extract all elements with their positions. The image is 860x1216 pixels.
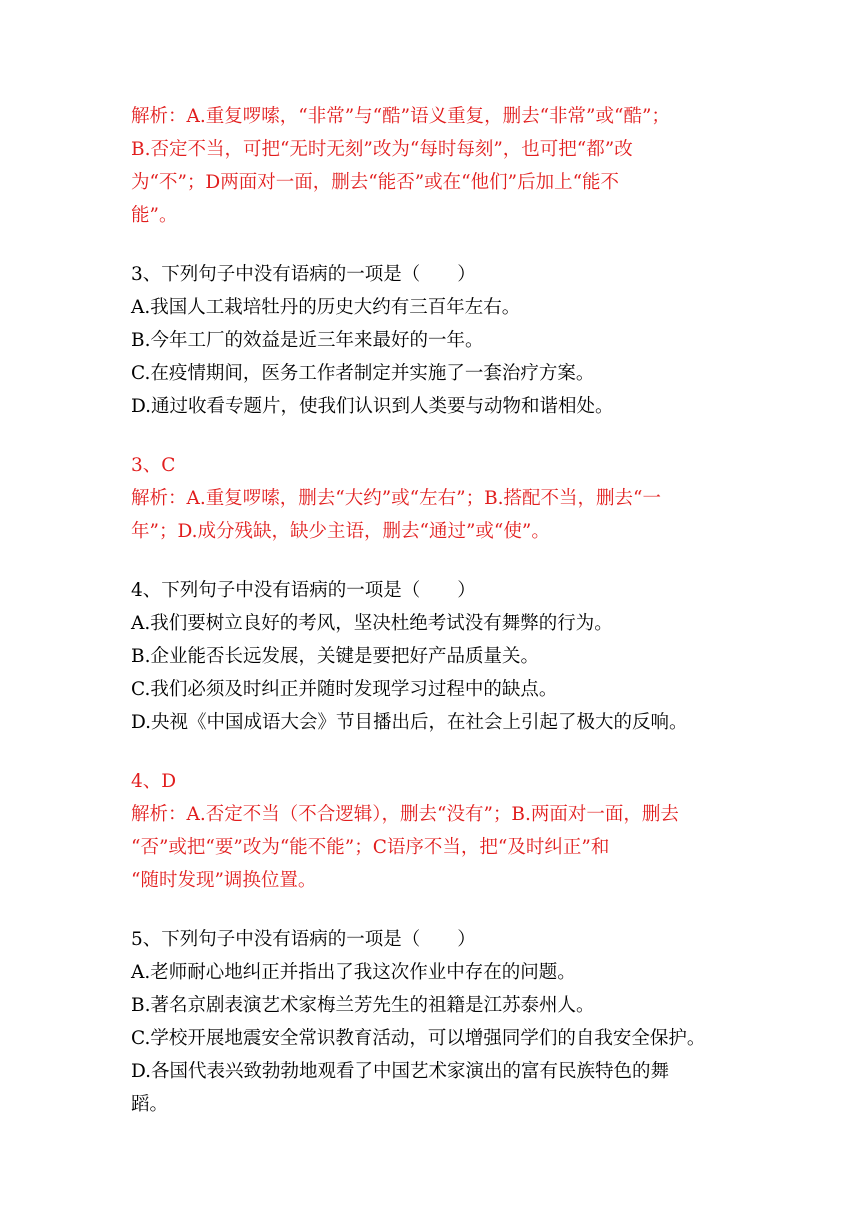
question-block-5	[131, 923, 731, 1121]
option-b: B.今年工厂的效益是近三年来最好的一年。	[131, 330, 484, 351]
option-d: D.各国代表兴致勃勃地观看了中国艺术家演出的富有民族特色的舞	[131, 1061, 670, 1082]
document-page	[131, 100, 731, 1121]
analysis-line: 解析：A.重复啰嗦，“非常”与“酷”语义重复，删去“非常”或“酷”；	[131, 106, 670, 127]
option-d: D.通过收看专题片，使我们认识到人类要与动物和谐相处。	[131, 396, 614, 417]
option-c: C.我们必须及时纠正并随时发现学习过程中的缺点。	[131, 679, 558, 700]
option-b: B.著名京剧表演艺术家梅兰芳先生的祖籍是江苏泰州人。	[131, 995, 595, 1016]
analysis-line: B.否定不当，可把“无时无刻”改为“每时每刻”，也可把“都”改	[131, 139, 633, 160]
answer-key: 3、C	[131, 455, 176, 476]
option-d: D.央视《中国成语大会》节目播出后，在社会上引起了极大的反响。	[131, 712, 688, 733]
answer-block-4	[131, 765, 731, 897]
option-a: A.老师耐心地纠正并指出了我这次作业中存在的问题。	[131, 962, 576, 983]
block-spacer	[131, 739, 731, 765]
answer-key: 4、D	[131, 771, 177, 792]
question-stem: 4、下列句子中没有语病的一项是（ ）	[131, 580, 476, 601]
option-c: C.学校开展地震安全常识教育活动，可以增强同学们的自我安全保护。	[131, 1028, 706, 1049]
block-spacer	[131, 232, 731, 258]
option-a: A.我国人工栽培牡丹的历史大约有三百年左右。	[131, 297, 521, 318]
question-block-3	[131, 258, 731, 423]
block-spacer	[131, 423, 731, 449]
option-b: B.企业能否长远发展，关键是要把好产品质量关。	[131, 646, 539, 667]
analysis-line: 为“不”；D两面对一面，删去“能否”或在“他们”后加上“能不	[131, 172, 620, 193]
block-spacer	[131, 548, 731, 574]
question-block-4	[131, 574, 731, 739]
analysis-line: 能”。	[131, 205, 178, 226]
analysis-line: “随时发现”调换位置。	[131, 870, 317, 891]
option-c: C.在疫情期间，医务工作者制定并实施了一套治疗方案。	[131, 363, 595, 384]
analysis-line: “否”或把“要”改为“能不能”；C语序不当，把“及时纠正”和	[131, 837, 610, 858]
option-a: A.我们要树立良好的考风，坚决杜绝考试没有舞弊的行为。	[131, 613, 613, 634]
analysis-block-q2	[131, 100, 731, 232]
question-stem: 5、下列句子中没有语病的一项是（ ）	[131, 929, 476, 950]
analysis-line: 年”；D.成分残缺，缺少主语，删去“通过”或“使”。	[131, 521, 550, 542]
analysis-line: 解析：A.否定不当（不合逻辑），删去“没有”；B.两面对一面，删去	[131, 804, 679, 825]
answer-block-3	[131, 449, 731, 548]
question-stem: 3、下列句子中没有语病的一项是（ ）	[131, 264, 476, 285]
analysis-line: 解析：A.重复啰嗦，删去“大约”或“左右”；B.搭配不当，删去“一	[131, 488, 662, 509]
block-spacer	[131, 897, 731, 923]
option-d-continued: 蹈。	[131, 1094, 169, 1115]
